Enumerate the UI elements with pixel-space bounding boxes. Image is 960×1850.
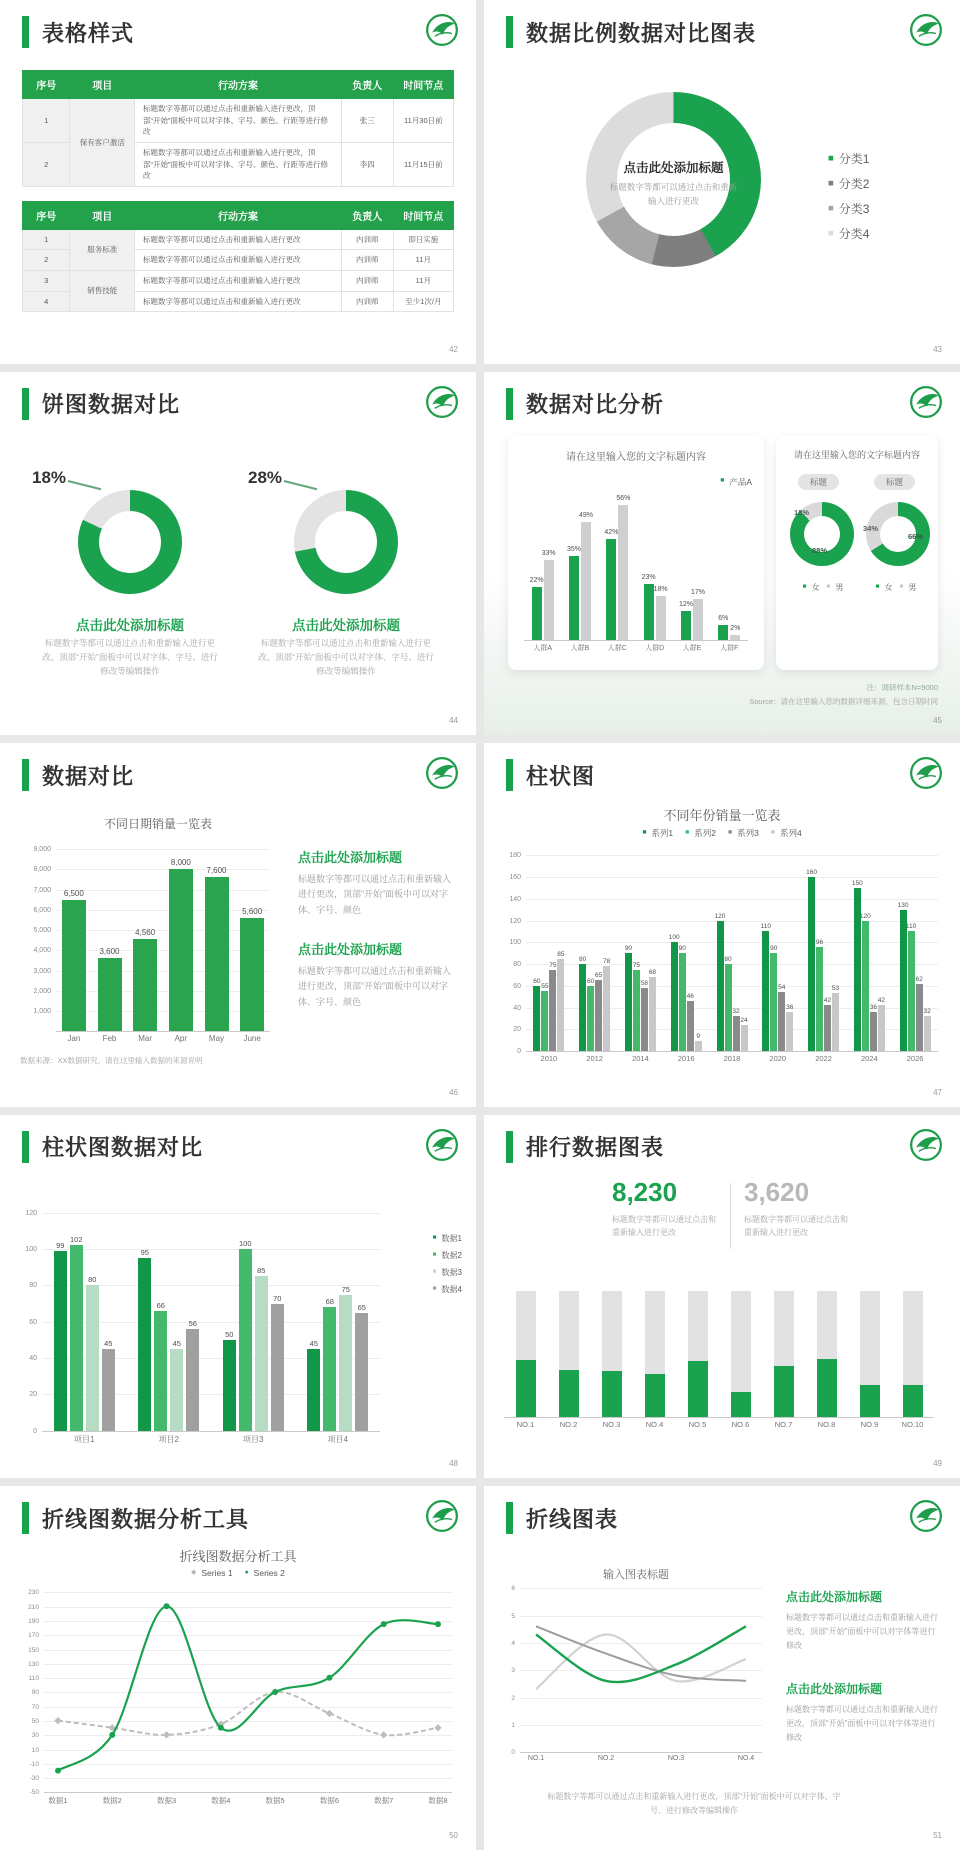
donut-group-desc: 标题数字等都可以通过点击和重新输入进行更改，顶部“开始”面板中可以对字体、字号、进行修改等编辑操作 — [42, 637, 218, 676]
slide-title: 折线图数据分析工具 — [42, 1506, 250, 1532]
page-number: 50 — [449, 1831, 458, 1840]
cell-plan: 标题数字等都可以通过点击和重新输入进行更改 — [135, 250, 342, 271]
cell-project: 服务标准 — [70, 229, 135, 270]
legend-label: 数据1 — [441, 1233, 462, 1243]
slide-title: 饼图数据对比 — [42, 392, 181, 418]
brand-logo-icon — [908, 384, 944, 420]
stat-value: 8,230 — [612, 1176, 678, 1207]
legend-swatch-icon: ■ — [875, 582, 880, 590]
gender-legend — [784, 582, 862, 593]
legend-item — [433, 1233, 462, 1244]
donut-chart-card — [776, 436, 938, 670]
legend-label: 系列1 — [651, 828, 674, 839]
cell-time: 11月 — [393, 250, 453, 271]
cell-time: 至少1次/月 — [393, 291, 453, 312]
card-title: 请在这里输入您的文字标题内容 — [793, 449, 920, 460]
slide-47[interactable] — [484, 743, 960, 1107]
audience-bar-chart: 22% 33% 人群A 35% 49% 人群B 42% 56% 人群C 23% 18% 人群D 12% 17% 人群E 6% 2% 人群F — [518, 478, 754, 654]
col-header: 行动方案 — [135, 71, 342, 99]
ranking-stacked-bar-chart: NO.1 NO.2 NO.3 NO.4 NO.5 NO.6 NO.7 NO.8 NO.9 NO.10 — [504, 1283, 940, 1433]
legend-swatch-icon: ■ — [432, 1234, 437, 1242]
series-legend — [0, 1568, 476, 1578]
legend-swatch-icon: ■ — [720, 477, 725, 485]
sample-note: 注：调研样本N=9000 — [866, 682, 938, 692]
tables-area — [22, 70, 454, 312]
callout-line — [68, 480, 101, 490]
table-row — [23, 271, 454, 292]
donut-legend — [828, 150, 869, 242]
legend-item — [245, 1568, 285, 1578]
brand-logo-icon — [908, 12, 944, 48]
legend-label: 分类4 — [838, 227, 870, 241]
title-accent-bar — [506, 759, 513, 791]
legend-label: 产品A — [729, 476, 752, 487]
slide-header — [506, 1502, 618, 1534]
slide-title: 表格样式 — [42, 20, 135, 46]
legend-label: 数据2 — [441, 1250, 462, 1260]
slide-title: 数据对比 — [42, 763, 135, 789]
page-number: 48 — [449, 1459, 458, 1469]
col-header: 项目 — [70, 201, 135, 229]
block-heading: 点击此处添加标题 — [786, 1590, 883, 1605]
slide-title: 折线图表 — [526, 1506, 619, 1532]
block-body: 标题数字等都可以通过点击和重新输入进行更改，顶部“开始”面板中可以对字体等进行修改 — [786, 1705, 938, 1742]
col-header: 负责人 — [341, 201, 393, 229]
chart-title: 折线图数据分析工具 — [179, 1549, 297, 1565]
project-grouped-bar-chart: 120 100 80 60 40 20 0 99 102 80 45 项目1 95 66 45 56 项目2 50 100 85 70 项目3 45 68 75 65 项目4 — [18, 1201, 386, 1447]
cell-no: 2 — [23, 250, 70, 271]
callout-line — [284, 480, 317, 490]
source-note: Source：请在这里输入您的数据详细来源，包含日期时间 — [749, 696, 938, 706]
page-number: 46 — [449, 1087, 458, 1097]
cell-owner: 内训师 — [341, 271, 393, 292]
legend-item — [685, 827, 716, 839]
slide-header — [22, 1131, 203, 1163]
cell-time: 11月30日前 — [393, 99, 453, 143]
cell-no: 4 — [23, 291, 70, 312]
slide-title: 排行数据图表 — [526, 1135, 665, 1161]
legend-item — [828, 200, 869, 217]
stat-desc: 标题数字等都可以通过点击和重新输入进行更改 — [612, 1214, 716, 1237]
pie-compare-donut-2 — [294, 490, 398, 594]
gender-donut-2: 34% 66% — [866, 502, 930, 566]
cell-owner: 张三 — [341, 99, 393, 143]
title-accent-bar — [506, 1131, 513, 1163]
cell-owner: 内训师 — [341, 250, 393, 271]
text-block — [786, 1588, 940, 1652]
legend-label: 系列3 — [737, 828, 759, 839]
legend-swatch-icon: ■ — [770, 828, 775, 836]
cell-no: 2 — [23, 142, 70, 186]
block-body: 标题数字等都可以通过点击和重新输入进行更改，顶部“开始”面板中可以对字体、字号、颜色 — [298, 874, 452, 915]
slide-header — [22, 16, 134, 48]
slide-49[interactable] — [484, 1115, 960, 1479]
stat-block-primary — [612, 1177, 722, 1240]
slide-50[interactable] — [0, 1486, 476, 1850]
page-number: 49 — [933, 1459, 942, 1469]
table-row — [23, 99, 454, 143]
col-header: 项目 — [70, 71, 135, 99]
gender-donut-1: 12% 88% — [790, 502, 854, 566]
col-header: 序号 — [23, 71, 70, 99]
page-number: 43 — [933, 344, 942, 354]
brand-logo-icon — [424, 755, 460, 791]
action-plan-table-2 — [22, 201, 454, 313]
legend-label: 分类2 — [838, 177, 870, 191]
text-block — [298, 939, 456, 1010]
donut-center-text — [606, 158, 741, 208]
block-heading: 点击此处添加标题 — [298, 942, 403, 958]
spline-line-chart: 6 5 4 3 2 1 0 NO.1 NO.2 NO.3 NO.4 — [502, 1582, 768, 1766]
legend-swatch-icon: ■ — [828, 202, 834, 214]
legend-label: Series 2 — [253, 1568, 285, 1579]
legend-swatch-icon: ■ — [828, 177, 834, 189]
legend-swatch-icon: ■ — [828, 227, 834, 239]
data-source-note: 数据来源：XX数据研究，请在这里输入数据的来源说明 — [20, 1056, 203, 1066]
slide-header — [22, 759, 134, 791]
cell-time: 即日实施 — [393, 229, 453, 250]
slide-43[interactable] — [484, 0, 960, 364]
slide-header — [22, 1502, 249, 1534]
col-header: 行动方案 — [135, 201, 342, 229]
title-accent-bar — [506, 388, 513, 420]
brand-logo-icon — [908, 1127, 944, 1163]
slide-title: 数据对比分析 — [526, 392, 665, 418]
legend-swatch-icon: ■ — [642, 828, 647, 836]
cell-plan: 标题数字等都可以通过点击和重新输入进行更改 — [135, 229, 342, 250]
legend-item — [771, 827, 802, 839]
legend-item — [642, 827, 673, 839]
legend-swatch-icon: ● — [244, 1568, 249, 1576]
legend-label: 女 — [884, 582, 893, 592]
cell-owner: 李四 — [341, 142, 393, 186]
cell-no: 1 — [23, 229, 70, 250]
cell-no: 1 — [23, 99, 70, 143]
stat-desc: 标题数字等都可以通过点击和重新输入进行更改 — [744, 1214, 848, 1237]
card-title: 请在这里输入您的文字标题内容 — [566, 451, 706, 463]
bottom-note: 标题数字等都可以通过点击和重新输入进行更改，顶部“开始”面板中可以对字体、字号、进行修改等编辑操作 — [547, 1792, 841, 1815]
chart-title: 输入图表标题 — [603, 1569, 669, 1582]
col-header: 时间节点 — [393, 71, 453, 99]
slide-header — [506, 16, 756, 48]
cell-plan: 标题数字等都可以通过点击和重新输入进行更改，顶部“开始”面板中可以对字体、字号、颜色、行距等进行修改 — [135, 142, 342, 186]
legend-label: 系列2 — [694, 828, 716, 839]
pie-compare-donut-1 — [78, 490, 182, 594]
yearly-grouped-bar-chart: 180 160 140 120 100 80 60 40 20 0 60 55 75 85 2010 80 60 65 78 2012 90 75 58 68 2014 100 90 46 9 2016 120 80 32 24 2018 110 90 54 36 2020 160 96 42 53 2022 150 120 36 42 2024 130 110 62 32 2026 — [500, 845, 944, 1067]
title-accent-bar — [22, 759, 29, 791]
donut-center-title: 点击此处添加标题 — [623, 161, 724, 175]
col-header: 序号 — [23, 201, 70, 229]
chart-title: 不同日期销量一览表 — [103, 817, 212, 832]
slide-header — [506, 388, 664, 420]
legend-item — [900, 582, 917, 593]
legend-swatch-icon: ■ — [826, 582, 831, 590]
col-header: 负责人 — [341, 71, 393, 99]
cell-plan: 标题数字等都可以通过点击和重新输入进行更改 — [135, 271, 342, 292]
legend-swatch-icon: ■ — [685, 828, 690, 836]
legend-swatch-icon: ■ — [432, 1251, 437, 1259]
legend-label: 数据4 — [441, 1284, 462, 1294]
slide-header — [506, 759, 595, 791]
brand-logo-icon — [908, 755, 944, 791]
cell-time: 11月 — [393, 271, 453, 292]
series-legend — [484, 827, 960, 839]
legend-label: 分类3 — [838, 202, 870, 216]
text-block — [298, 847, 456, 918]
title-accent-bar — [22, 1131, 29, 1163]
gender-legend — [860, 582, 932, 593]
donut-percent-label: 18% — [32, 467, 67, 487]
legend-swatch-icon: ■ — [432, 1268, 437, 1276]
donut-center-desc: 标题数字等都可以通过点击和重新输入进行更改 — [609, 182, 738, 206]
table-row — [23, 229, 454, 250]
slide-title: 柱状图 — [526, 763, 596, 789]
block-body: 标题数字等都可以通过点击和重新输入进行更改，顶部“开始”面板中可以对字体、字号、颜色 — [298, 966, 452, 1007]
legend-label: 男 — [908, 582, 917, 592]
legend-label: 系列4 — [779, 828, 802, 839]
legend-item — [728, 827, 759, 839]
cell-owner: 内训师 — [341, 291, 393, 312]
cell-owner: 内训师 — [341, 229, 393, 250]
legend-item — [828, 225, 869, 242]
brand-logo-icon — [908, 1498, 944, 1534]
col-header: 时间节点 — [393, 201, 453, 229]
page-number: 47 — [933, 1087, 942, 1097]
legend-swatch-icon: ◆ — [191, 1568, 197, 1576]
block-heading: 点击此处添加标题 — [786, 1682, 883, 1697]
block-heading: 点击此处添加标题 — [298, 850, 403, 866]
legend-swatch-icon: ■ — [802, 582, 807, 590]
slide-51[interactable] — [484, 1486, 960, 1850]
brand-logo-icon — [424, 384, 460, 420]
text-block — [786, 1680, 940, 1744]
brand-logo-icon — [424, 1498, 460, 1534]
page-number: 44 — [449, 716, 458, 726]
slide-title: 柱状图数据对比 — [42, 1135, 204, 1161]
donut-group-title: 点击此处添加标题 — [76, 617, 184, 633]
action-plan-table-1 — [22, 70, 454, 187]
slide-title: 数据比例数据对比图表 — [526, 20, 757, 46]
legend-label: Series 1 — [201, 1568, 233, 1579]
block-body: 标题数字等都可以通过点击和重新输入进行更改，顶部“开始”面板中可以对字体等进行修改 — [786, 1613, 938, 1650]
cell-time: 11月15日前 — [393, 142, 453, 186]
cell-project: 销售技能 — [70, 271, 135, 312]
bar-chart-card — [508, 436, 764, 670]
brand-logo-icon — [424, 1127, 460, 1163]
legend-item — [433, 1284, 462, 1295]
page-number: 42 — [449, 344, 458, 354]
title-accent-bar — [22, 1502, 29, 1534]
cell-no: 3 — [23, 271, 70, 292]
title-accent-bar — [506, 1502, 513, 1534]
title-accent-bar — [22, 388, 29, 420]
slide-46[interactable] — [0, 743, 476, 1107]
legend-item — [191, 1568, 232, 1578]
chart-title: 不同年份销量一览表 — [663, 808, 781, 824]
donut-pill-label: 标题 — [798, 474, 839, 490]
series-legend — [433, 1233, 462, 1295]
cell-plan: 标题数字等都可以通过点击和重新输入进行更改 — [135, 291, 342, 312]
legend-label: 数据3 — [441, 1267, 462, 1277]
legend-item — [827, 582, 844, 593]
donut-pill-label: 标题 — [874, 474, 915, 490]
brand-logo-icon — [424, 12, 460, 48]
legend-swatch-icon: ■ — [432, 1285, 437, 1293]
analysis-line-chart: 230 210 190 170 150 130 110 90 70 50 30 10 -10 -30 -50 数据1 数据2 数据3 数据4 数据5 数据6 数据7 数据8 — [18, 1586, 458, 1808]
donut-group-title: 点击此处添加标题 — [292, 617, 400, 633]
legend-item — [803, 582, 820, 593]
donut-percent-label: 28% — [248, 467, 283, 487]
monthly-sales-bar-chart: 9,000 8,000 7,000 6,000 5,000 4,000 3,000 2,000 1,000 6,500 Jan 3,600 Feb 4,560 Mar 8,000 Apr 7,600 May 5,600 June — [20, 835, 276, 1047]
legend-label: 分类1 — [838, 152, 870, 166]
legend-label: 女 — [811, 582, 820, 592]
cell-plan: 标题数字等都可以通过点击和重新输入进行更改，顶部“开始”面板中可以对字体、字号、颜色、行距等进行修改 — [135, 99, 342, 143]
stat-value: 3,620 — [744, 1176, 810, 1207]
page-number: 45 — [933, 716, 942, 726]
legend-item — [828, 175, 869, 192]
legend-item — [433, 1267, 462, 1278]
title-accent-bar — [22, 16, 29, 48]
title-accent-bar — [506, 16, 513, 48]
donut-group-desc: 标题数字等都可以通过点击和重新输入进行更改，顶部“开始”面板中可以对字体、字号、进行修改等编辑操作 — [258, 637, 434, 676]
legend-item — [433, 1250, 462, 1261]
slide-header — [506, 1131, 664, 1163]
divider — [730, 1183, 731, 1249]
page-number: 51 — [933, 1831, 942, 1840]
slide-42[interactable] — [0, 0, 476, 364]
slide-44[interactable] — [0, 372, 476, 736]
legend-label: 男 — [835, 582, 844, 592]
slide-48[interactable] — [0, 1115, 476, 1479]
stat-block-secondary — [744, 1177, 854, 1240]
legend-item — [876, 582, 893, 593]
legend-swatch-icon: ■ — [828, 152, 834, 164]
legend-item — [828, 150, 869, 167]
slide-45[interactable] — [484, 372, 960, 736]
legend-swatch-icon: ■ — [899, 582, 904, 590]
slide-header — [22, 388, 180, 420]
legend-swatch-icon: ■ — [728, 828, 733, 836]
cell-project: 保有客户激活 — [70, 99, 135, 187]
